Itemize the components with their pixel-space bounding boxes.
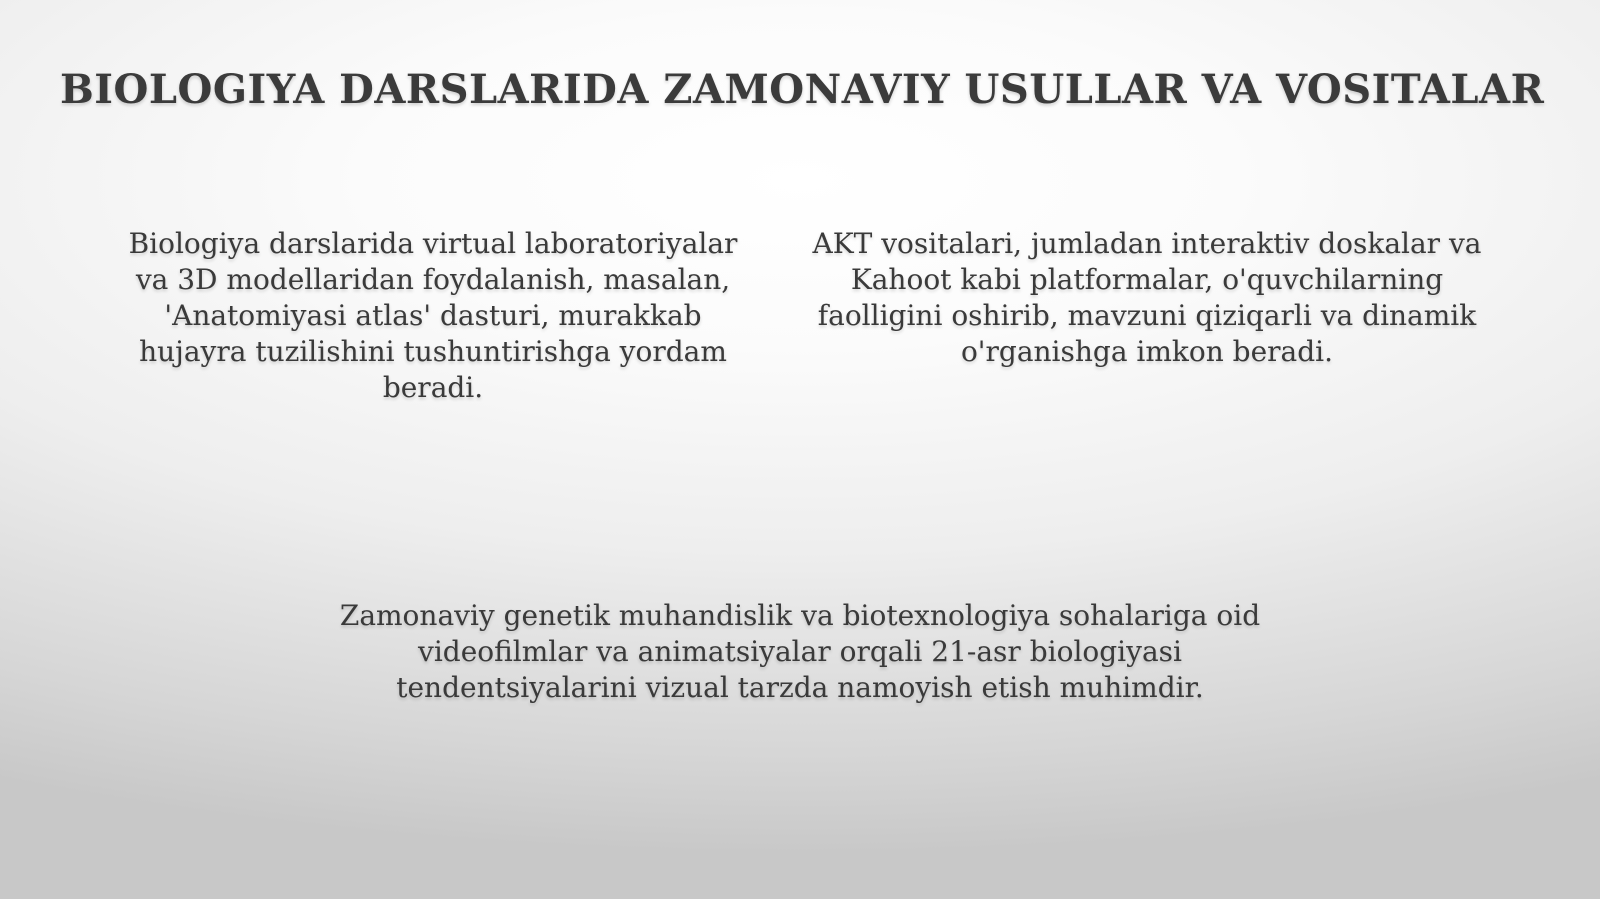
right-text-block: AKT vositalari, jumladan interaktiv doskalar va Kahoot kabi platformalar, o'quvchilarning faolligini oshirib, mavzuni qiziqarli va dinamik o'rganishga imkon beradi. [812, 227, 1482, 368]
bottom-text-block: Zamonaviy genetik muhandislik va biotexnologiya sohalariga oid videofilmlar va animatsiyalar orqali 21-asr biologiyasi tendentsiyalarini vizual tarzda namoyish etish muhimdir. [339, 599, 1261, 704]
left-text-block: Biologiya darslarida virtual laboratoriyalar va 3D modellaridan foydalanish, masalan, 'Anatomiyasi atlas' dasturi, murakkab hujayra tuzilishini tushuntirishga yordam beradi. [128, 227, 738, 404]
slide-title: BIOLOGIYA DARSLARIDA ZAMONAVIY USULLAR VA VOSITALAR [60, 66, 1545, 113]
